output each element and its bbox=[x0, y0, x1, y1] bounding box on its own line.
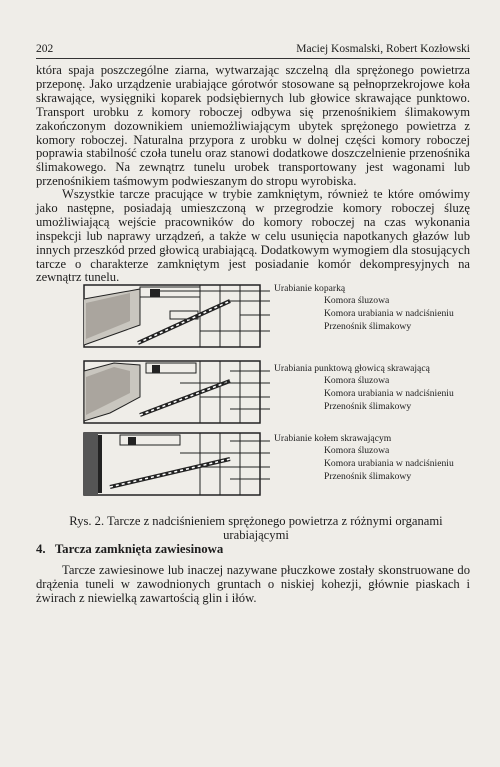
diagram-point-head-label-chamber: Komora urabiania w nadciśnieniu bbox=[324, 388, 454, 399]
diagram-point-head-title: Urabiania punktową głowicą skrawającą bbox=[274, 363, 430, 374]
paragraph-2-text: Wszystkie tarcze pracujące w trybie zamkniętym, również te które omówimy jako następne, posiadają umieszczoną w przegrodzie komory roboczej śluzę umożliwiającą wejście pracowników do komory roboczej na czas wykonania inspekcji lub naprawy urządzeń, a także w celu usunięcia napotkanych głazów lub innych przeszkód przed głowicą urabiającą. Dodatkowym wymogiem dla stosujących tarcze o charakterze zamkniętym jest posiadanie komór dekompresyjnych na zewnątrz tunelu. bbox=[36, 187, 470, 285]
header-rule bbox=[36, 58, 470, 59]
diagram-excavator-label-conveyor: Przenośnik ślimakowy bbox=[324, 321, 412, 332]
diagram-excavator-title: Urabianie koparką bbox=[274, 283, 346, 294]
diagram-excavator bbox=[80, 281, 480, 351]
paragraph-2 bbox=[36, 188, 470, 285]
diagram-point-head bbox=[80, 357, 480, 427]
diagram-point-head-label-conveyor: Przenośnik ślimakowy bbox=[324, 401, 412, 412]
page-number: 202 bbox=[36, 43, 54, 55]
diagram-cutting-wheel-label-chamber: Komora urabiania w nadciśnieniu bbox=[324, 458, 454, 469]
figure-caption: Rys. 2. Tarcze z nadciśnieniem sprężonego powietrza z różnymi organami urabiającymi bbox=[69, 514, 443, 542]
diagram-cutting-wheel-label-airlock: Komora śluzowa bbox=[324, 445, 390, 456]
section-number: 4. bbox=[36, 542, 46, 556]
paragraph-1-text: która spaja poszczególne ziarna, wytwarzając szczelną dla sprężonego powietrza przeponę. Jako urządzenie urabiające górotwór stosowane są pełnoprzekrojowe koła skrawające, wysięgniki koparek podsiębiernych lub głowice skrawające punktowo. Transport urobku z komory roboczej odbywa się przenośnikiem ślimakowym zakończonym dozownikiem uniemożliwiającym ubytek sprężonego powietrza z komory roboczej. Naturalna przypora z urobku w dolnej części komory roboczej poprawia stabilność czoła tunelu oraz stanowi dodatkowe doszczelnienie przenośnika ślimakowego. Na zewnątrz tunelu urobek transportowany jest wagonami lub przenośnikiem taśmowym podwieszanym do stropu wyrobiska. bbox=[36, 63, 470, 189]
section-title-text: Tarcza zamknięta zawiesinowa bbox=[54, 542, 224, 556]
diagram-excavator-label-chamber: Komora urabiania w nadciśnieniu bbox=[324, 308, 454, 319]
figure-shields bbox=[80, 281, 480, 501]
paragraph-1 bbox=[36, 64, 470, 189]
paragraph-3 bbox=[36, 564, 470, 606]
header-authors: Maciej Kosmalski, Robert Kozłowski bbox=[296, 43, 470, 55]
section-heading bbox=[36, 542, 223, 556]
diagram-cutting-wheel-label-conveyor: Przenośnik ślimakowy bbox=[324, 471, 412, 482]
paragraph-3-text: Tarcze zawiesinowe lub inaczej nazywane płuczkowe zostały skonstruowane do drążenia tuneli w zawodnionych gruntach o niskiej kohezji, głównie piaskach i żwirach z niewielką zawartością glin i iłów. bbox=[36, 563, 470, 605]
diagram-point-head-label-airlock: Komora śluzowa bbox=[324, 375, 390, 386]
diagram-excavator-label-airlock: Komora śluzowa bbox=[324, 295, 390, 306]
diagram-cutting-wheel bbox=[80, 429, 480, 499]
diagram-cutting-wheel-title: Urabianie kołem skrawającym bbox=[274, 433, 392, 444]
